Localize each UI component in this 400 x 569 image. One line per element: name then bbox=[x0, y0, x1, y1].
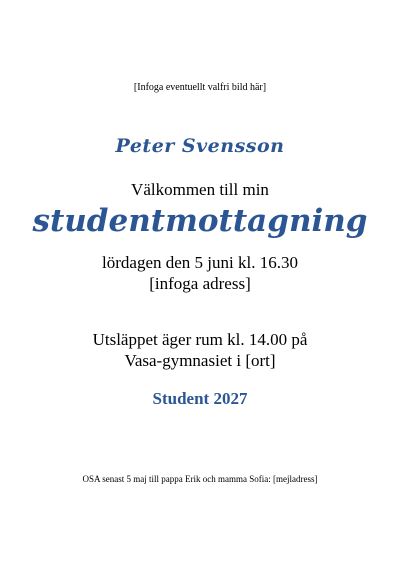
release-info-line-2: Vasa-gymnasiet i [ort] bbox=[124, 351, 276, 370]
event-address: [infoga adress] bbox=[149, 274, 251, 293]
event-date-time: lördagen den 5 juni kl. 16.30 bbox=[102, 253, 298, 272]
rsvp-text: OSA senast 5 maj till pappa Erik och mamma Sofia: [mejladress] bbox=[82, 474, 318, 484]
class-year: Student 2027 bbox=[152, 389, 248, 408]
graduate-name: Peter Svensson bbox=[115, 135, 285, 157]
event-title: studentmottagning bbox=[32, 203, 368, 239]
image-placeholder-text: [Infoga eventuellt valfri bild här] bbox=[133, 82, 267, 93]
release-info-line-1: Utsläppet äger rum kl. 14.00 på bbox=[92, 330, 308, 349]
welcome-text: Välkommen till min bbox=[131, 180, 269, 199]
